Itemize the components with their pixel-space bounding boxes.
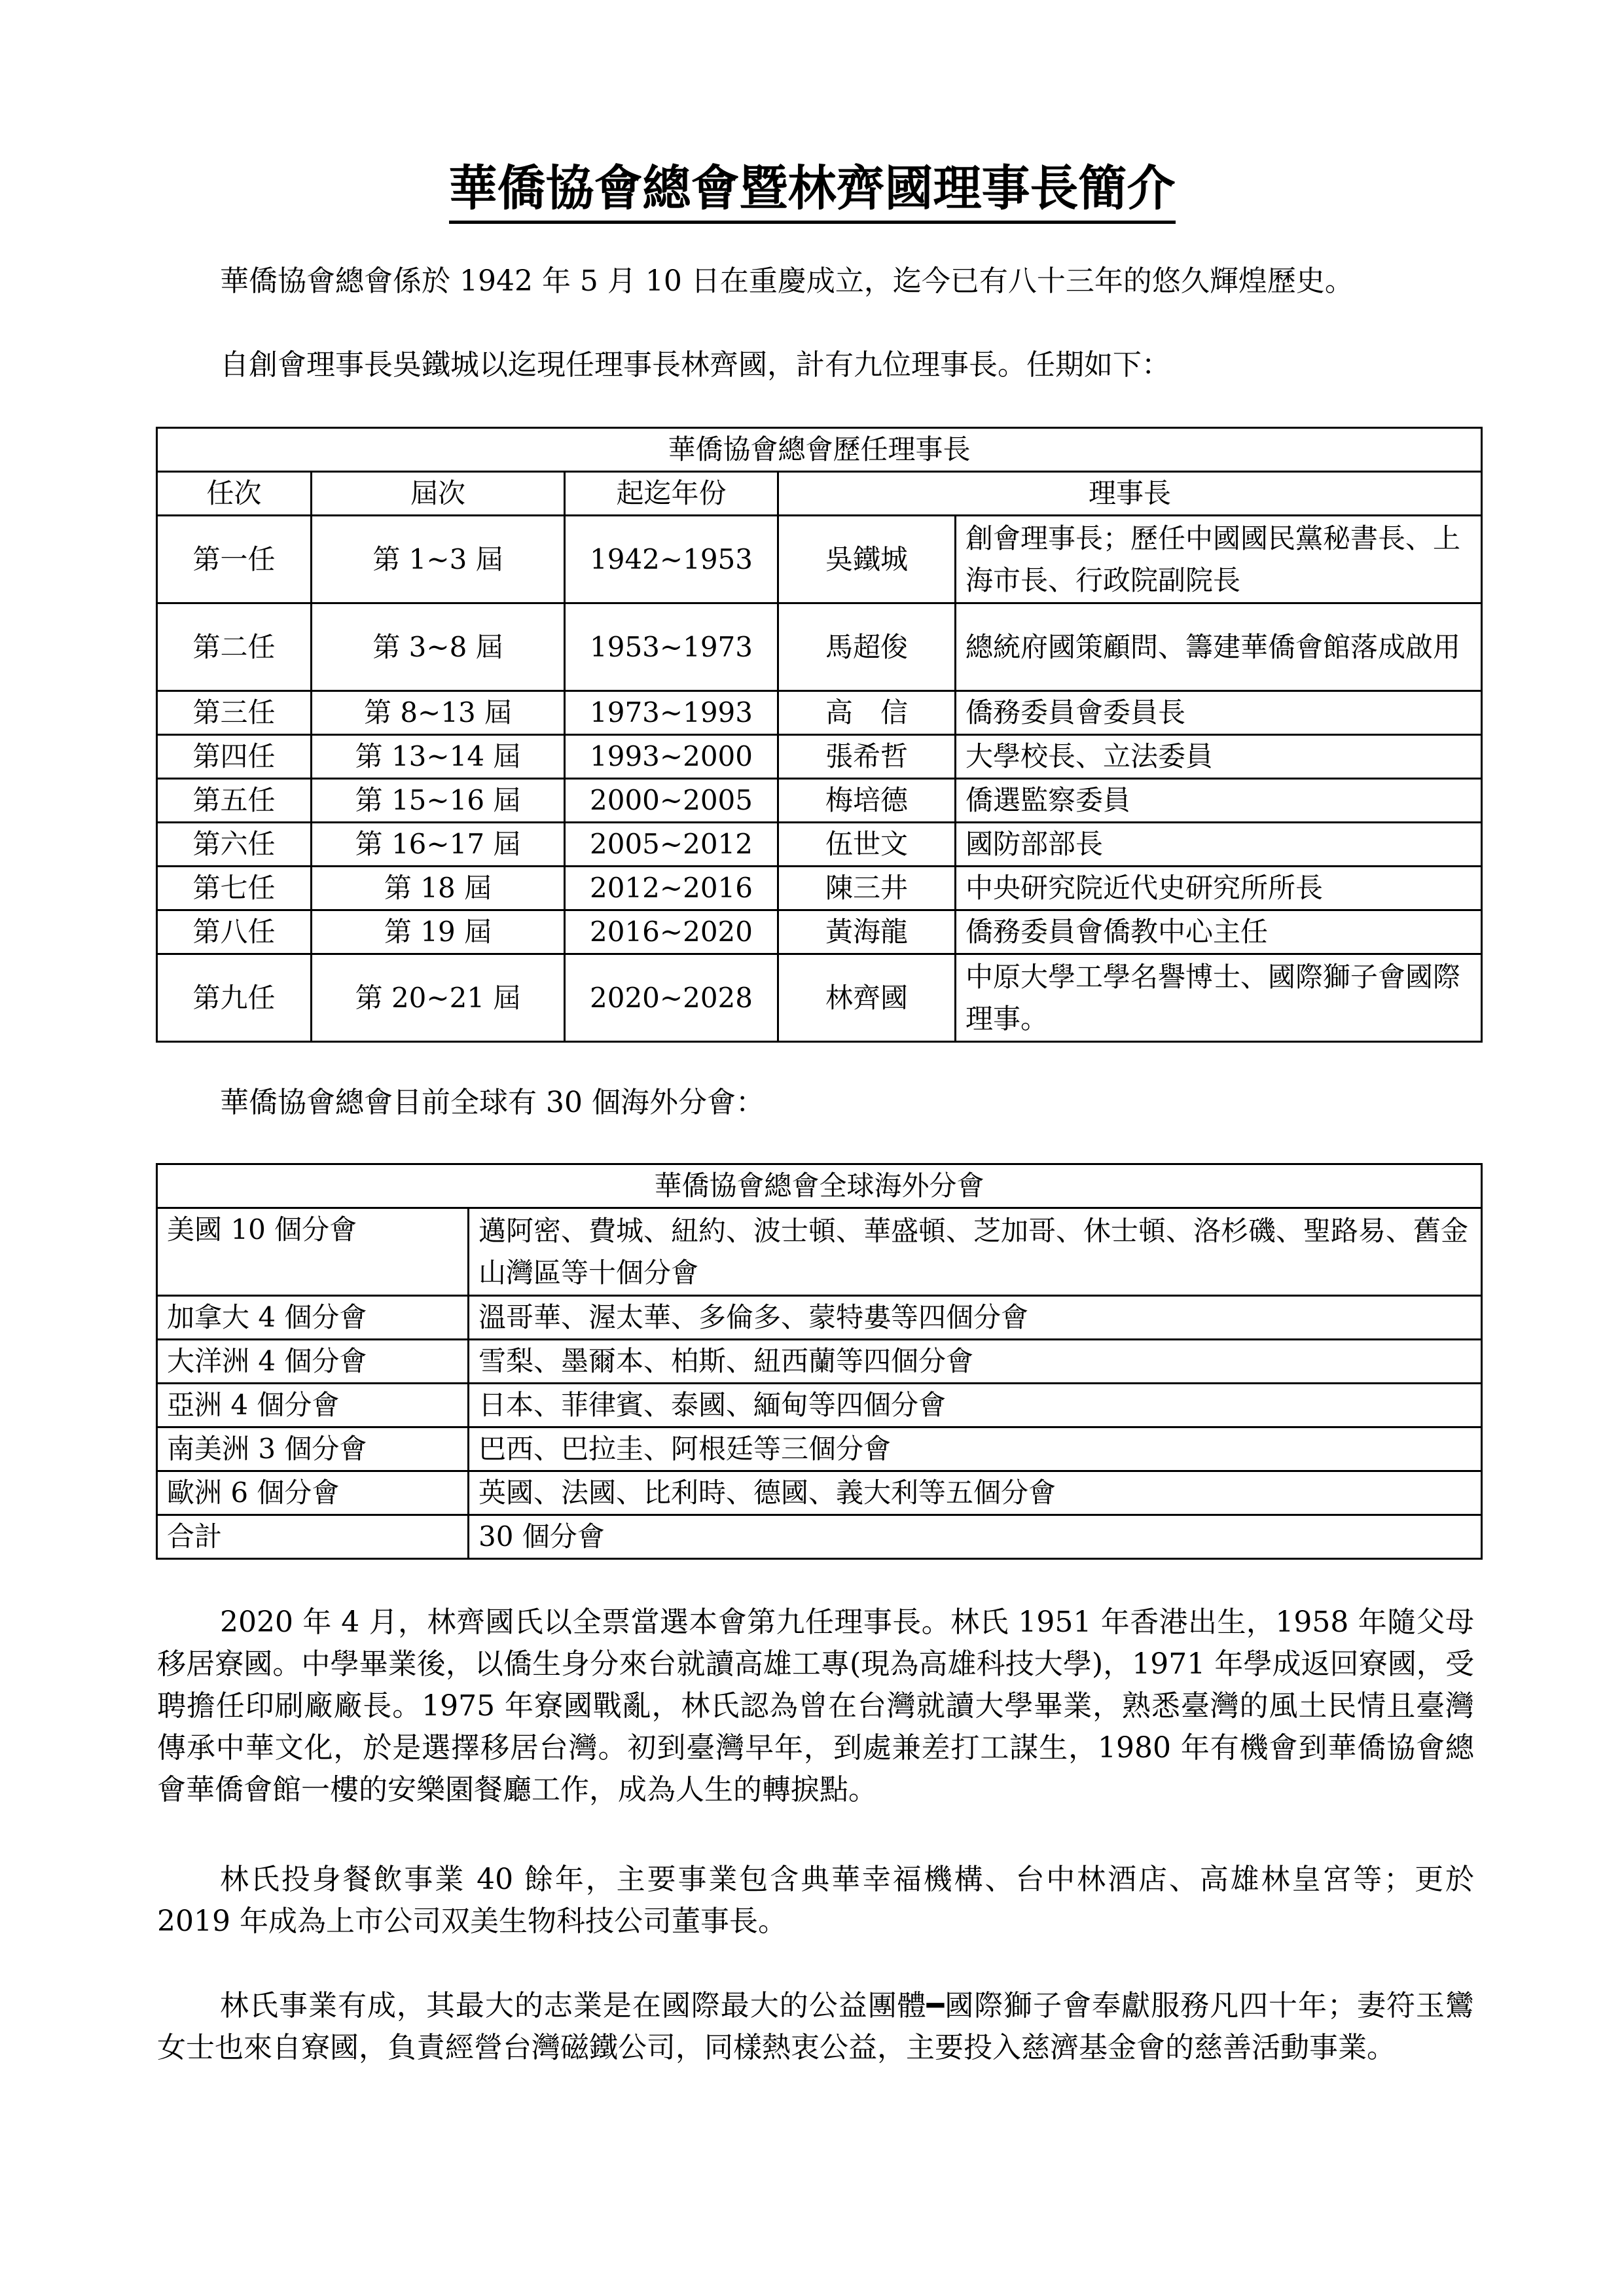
chairman-name-cell: 吳鐵城 [778,516,956,603]
table-row [157,1427,1482,1471]
session-cell: 第 8~13 屆 [312,691,565,735]
cities-cell: 邁阿密、費城、紐約、波士頓、華盛頓、芝加哥、休士頓、洛杉磯、聖路易、舊金山灣區等十個分會 [469,1208,1482,1296]
session-cell: 第 18 屆 [312,867,565,910]
region-cell: 美國 10 個分會 [157,1208,469,1296]
chairman-name-cell: 黃海龍 [778,910,956,954]
term-cell: 第三任 [157,691,312,735]
paragraph-career: 林氏投身餐飲事業 40 餘年，主要事業包含典華幸福機構、台中林酒店、高雄林皇宮等；更於 2019 年成為上市公司双美生物科技公司董事長。 [157,1863,1474,1938]
branches-table-caption-row [157,1164,1482,1208]
years-cell: 1973~1993 [565,691,778,735]
intro-chairmen-line: 自創會理事長吳鐵城以迄現任理事長林齊國，計有九位理事長。任期如下： [220,348,1170,382]
table-row [157,1340,1482,1384]
chairmen-table-caption-row [157,428,1482,472]
years-cell: 1953~1973 [565,603,778,691]
term-cell: 第五任 [157,779,312,823]
chairman-name-cell: 馬超俊 [778,603,956,691]
years-cell: 2000~2005 [565,779,778,823]
chairmen-table-caption: 華僑協會總會歷任理事長 [157,428,1482,472]
table-row [157,516,1482,603]
table-row [157,1471,1482,1515]
years-cell: 2005~2012 [565,823,778,867]
chairman-name-cell: 林齊國 [778,954,956,1042]
term-cell: 第八任 [157,910,312,954]
session-cell: 第 16~17 屆 [312,823,565,867]
chairman-name-cell: 張希哲 [778,735,956,779]
table-row [157,779,1482,823]
region-cell: 歐洲 6 個分會 [157,1471,469,1515]
chairman-desc-cell: 僑務委員會委員長 [956,691,1482,735]
table-row [157,1296,1482,1340]
table-row [157,1208,1482,1296]
region-cell: 南美洲 3 個分會 [157,1427,469,1471]
chairman-name-cell: 高 信 [778,691,956,735]
chairman-name-cell: 伍世文 [778,823,956,867]
session-cell: 第 13~14 屆 [312,735,565,779]
header-term: 任次 [157,472,312,516]
branches-intro-line: 華僑協會總會目前全球有 30 個海外分會： [220,1086,765,1119]
table-row [157,910,1482,954]
chairman-name-cell: 陳三井 [778,867,956,910]
term-cell: 第七任 [157,867,312,910]
table-row [157,691,1482,735]
region-cell: 合計 [157,1515,469,1559]
cities-cell: 英國、法國、比利時、德國、義大利等五個分會 [469,1471,1482,1515]
chairman-desc-cell: 中央研究院近代史研究所所長 [956,867,1482,910]
table-row [157,603,1482,691]
chairman-desc-cell: 僑務委員會僑教中心主任 [956,910,1482,954]
table-row [157,954,1482,1042]
chairman-desc-cell: 中原大學工學名譽博士、國際獅子會國際理事。 [956,954,1482,1042]
region-cell: 大洋洲 4 個分會 [157,1340,469,1384]
session-cell: 第 19 屆 [312,910,565,954]
session-cell: 第 15~16 屆 [312,779,565,823]
years-cell: 1942~1953 [565,516,778,603]
page-title-text: 華僑協會總會暨林齊國理事長簡介 [449,160,1176,224]
table-row [157,823,1482,867]
years-cell: 1993~2000 [565,735,778,779]
chairman-desc-cell: 國防部部長 [956,823,1482,867]
chairman-desc-cell: 創會理事長；歷任中國國民黨秘書長、上海市長、行政院副院長 [956,516,1482,603]
paragraph-philanthropy: 林氏事業有成，其最大的志業是在國際最大的公益團體━國際獅子會奉獻服務凡四十年；妻符玉鸞女士也來自寮國，負責經營台灣磁鐵公司，同樣熱衷公益，主要投入慈濟基金會的慈善活動事業。 [157,1989,1474,2064]
session-cell: 第 3~8 屆 [312,603,565,691]
header-session: 屆次 [312,472,565,516]
header-years: 起迄年份 [565,472,778,516]
region-cell: 亞洲 4 個分會 [157,1384,469,1427]
cities-cell: 溫哥華、渥太華、多倫多、蒙特婁等四個分會 [469,1296,1482,1340]
term-cell: 第四任 [157,735,312,779]
table-row [157,735,1482,779]
cities-cell: 雪梨、墨爾本、柏斯、紐西蘭等四個分會 [469,1340,1482,1384]
table-row [157,1515,1482,1559]
branches-table-caption: 華僑協會總會全球海外分會 [157,1164,1482,1208]
branches-table [156,1163,1483,1560]
chairmen-table-header-row [157,472,1482,516]
chairman-desc-cell: 僑選監察委員 [956,779,1482,823]
chairman-desc-cell: 大學校長、立法委員 [956,735,1482,779]
cities-cell: 日本、菲律賓、泰國、緬甸等四個分會 [469,1384,1482,1427]
years-cell: 2016~2020 [565,910,778,954]
cities-cell: 30 個分會 [469,1515,1482,1559]
years-cell: 2020~2028 [565,954,778,1042]
session-cell: 第 20~21 屆 [312,954,565,1042]
intro-founding-line: 華僑協會總會係於 1942 年 5 月 10 日在重慶成立，迄今已有八十三年的悠久輝煌歷史。 [220,264,1354,298]
session-cell: 第 1~3 屆 [312,516,565,603]
paragraph-biography: 2020 年 4 月，林齊國氏以全票當選本會第九任理事長。林氏 1951 年香港出生，1958 年隨父母移居寮國。中學畢業後，以僑生身分來台就讀高雄工專(現為高雄科技大學)，1971 年學成返回寮國，受聘擔任印刷廠廠長。1975 年寮國戰亂，林氏認為曾在台灣就讀大學畢業，熟悉臺灣的風土民情且臺灣傳承中華文化，於是選擇移居台灣。初到臺灣早年，到處兼差打工謀生，1980 年有機會到華僑協會總會華僑會館一樓的安樂園餐廳工作，成為人生的轉捩點。 [157,1605,1474,1806]
term-cell: 第二任 [157,603,312,691]
table-row [157,867,1482,910]
cities-cell: 巴西、巴拉圭、阿根廷等三個分會 [469,1427,1482,1471]
region-cell: 加拿大 4 個分會 [157,1296,469,1340]
term-cell: 第九任 [157,954,312,1042]
page-title [0,156,1624,221]
term-cell: 第六任 [157,823,312,867]
chairmen-table [156,427,1483,1043]
years-cell: 2012~2016 [565,867,778,910]
chairman-desc-cell: 總統府國策顧問、籌建華僑會館落成啟用 [956,603,1482,691]
table-row [157,1384,1482,1427]
header-chairman: 理事長 [778,472,1482,516]
term-cell: 第一任 [157,516,312,603]
chairman-name-cell: 梅培德 [778,779,956,823]
